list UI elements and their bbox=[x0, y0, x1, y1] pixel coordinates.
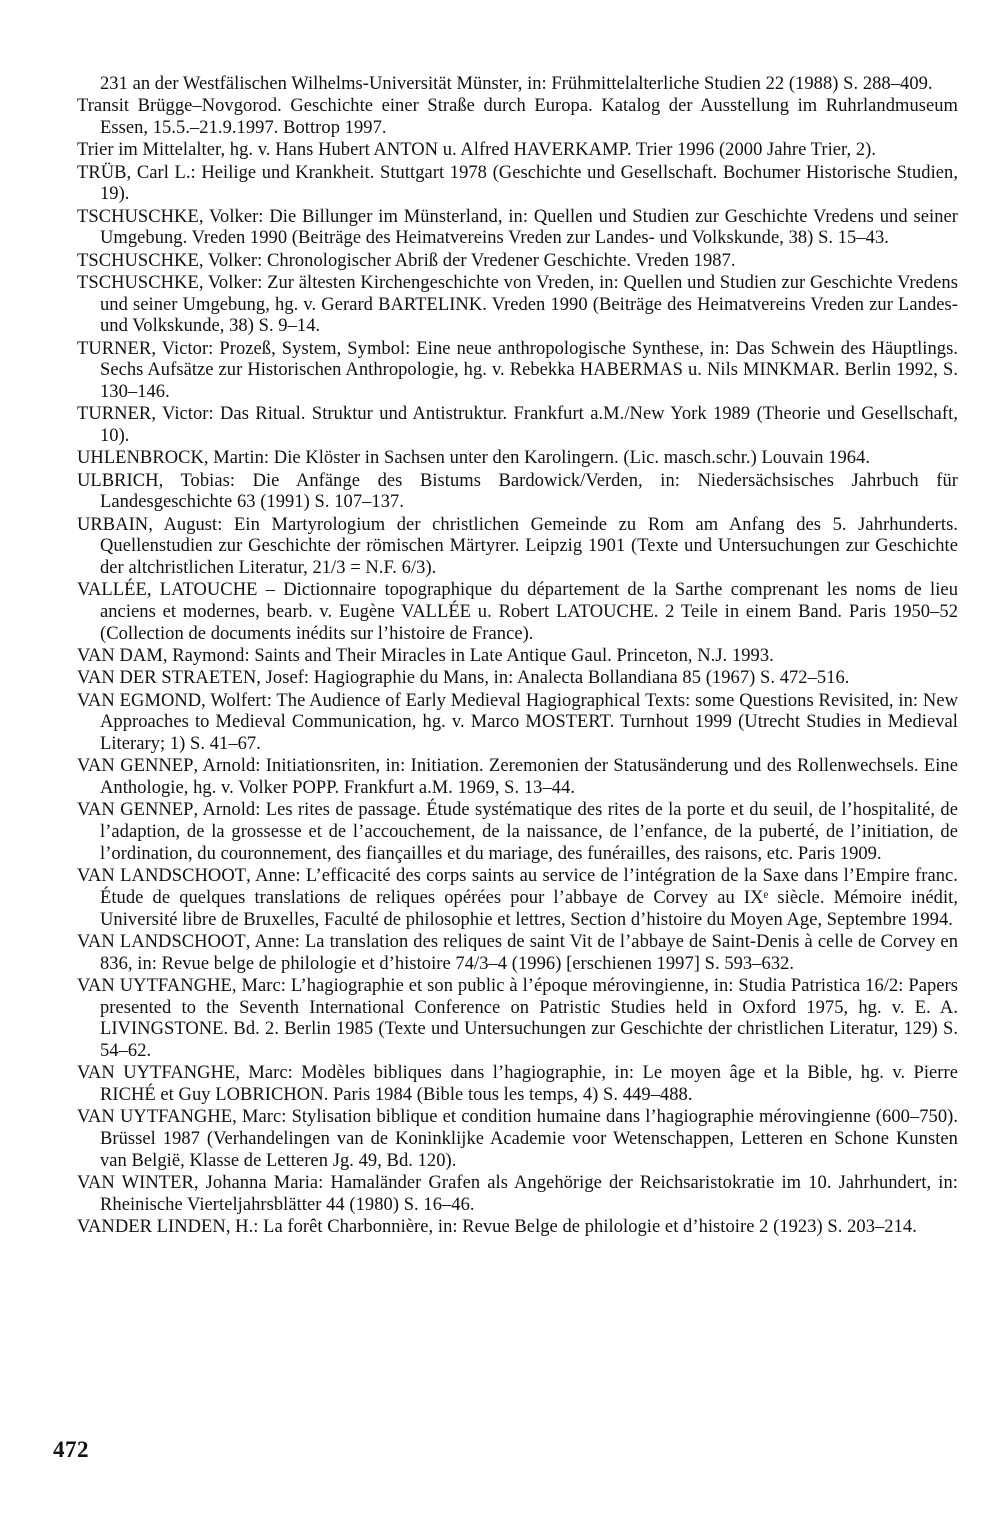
bibliography-entry bbox=[77, 800, 958, 865]
entry-author: TSCHUSCHKE bbox=[77, 206, 199, 227]
entry-text: , Raymond: Saints and Their Miracles in Late Antique Gaul. Princeton, N.J. 1993. bbox=[162, 646, 774, 666]
entry-text: , Volker: Chronologischer Abriß der Vredener Geschichte. Vreden 1987. bbox=[198, 250, 736, 271]
entry-text: , Johanna Maria: Hamaländer Grafen als Angehörige der Reichsaristokratie im 10. Jahrhundert, in: Rheinische Vierteljahrsblätter 44 (1980) S. 16–46. bbox=[100, 1173, 958, 1215]
entry-author: VAN GENNEP bbox=[77, 756, 194, 777]
entry-author: VANDER LINDEN bbox=[77, 1217, 226, 1237]
entry-text: , Volker: Die Billunger im Münsterland, in: Quellen und Studien zur Geschichte Vredens und seiner Umgebung. Vreden 1990 (Beiträge des Heimatvereins Vreden zur Landes- und Volkskunde, 38) S. 15–43. bbox=[100, 206, 958, 249]
entry-author: VAN LANDSCHOOT bbox=[77, 866, 247, 886]
entry-author: VALLÉE, LATOUCHE bbox=[77, 580, 258, 601]
bibliography-entry bbox=[77, 646, 958, 668]
bibliography-entry bbox=[77, 74, 958, 96]
bibliography-entry bbox=[77, 404, 958, 448]
bibliography-entry bbox=[77, 515, 958, 580]
entry-text: , Tobias: Die Anfänge des Bistums Bardowick/Verden, in: Niedersächsisches Jahrbuch für Landesgeschichte 63 (1991) S. 107–137. bbox=[100, 470, 958, 513]
entry-author: VAN UYTFANGHE bbox=[77, 1063, 236, 1084]
entry-text: , Victor: Das Ritual. Struktur und Antistruktur. Frankfurt a.M./New York 1989 (Theorie und Gesellschaft, 10). bbox=[100, 404, 958, 446]
entry-author: VAN LANDSCHOOT bbox=[77, 931, 246, 952]
bibliography-entry bbox=[77, 96, 958, 140]
bibliography-entry bbox=[77, 251, 958, 273]
entry-text: 231 an der Westfälischen Wilhelms-Universität Münster, in: Frühmittelalterliche Studien 22 (1988) S. 288–409. bbox=[100, 74, 933, 94]
entry-text: , August: Ein Martyrologium der christlichen Gemeinde zu Rom am Anfang des 5. Jahrhunderts. Quellenstudien zur Geschichte der römischen Märtyrer. Leipzig 1901 (Texte und Untersuchungen zur Geschichte der altchristlichen Literatur, 21/3 = N.F. 6/3). bbox=[100, 514, 958, 578]
bibliography-list bbox=[77, 74, 958, 1239]
entry-text: , Arnold: Initiationsriten, in: Initiation. Zeremonien der Statusänderung und des Rollenwechsels. Eine Anthologie, hg. v. Volker POPP. Frankfurt a.M. 1969, S. 13–44. bbox=[100, 756, 958, 798]
bibliography-entry bbox=[77, 691, 958, 756]
entry-author: VAN UYTFANGHE bbox=[77, 975, 232, 996]
entry-author: TURNER bbox=[77, 338, 152, 359]
entry-author: URBAIN bbox=[77, 514, 149, 535]
entry-text: , Marc: Modèles bibliques dans l’hagiographie, in: Le moyen âge et la Bible, hg. v. Pierre RICHÉ et Guy LOBRICHON. Paris 1984 (Bible tous les temps, 4) S. 449–488. bbox=[100, 1063, 958, 1105]
bibliography-entry bbox=[77, 140, 958, 162]
entry-author: TSCHUSCHKE bbox=[77, 250, 199, 271]
bibliography-entry bbox=[77, 866, 958, 931]
page-number: 472 bbox=[53, 1437, 89, 1462]
entry-text: , Anne: La translation des reliques de saint Vit de l’abbaye de Saint-Denis à celle de Corvey en 836, in: Revue belge de philologie et d’histoire 74/3–4 (1996) [erschienen 1997] S. 593–632. bbox=[100, 931, 958, 974]
entry-text: , Wolfert: The Audience of Early Medieval Hagiographical Texts: some Questions Revisited, in: New Approaches to Medieval Communication, hg. v. Marco MOSTERT. Turnhout 1999 (Utrecht Studies in Medieval Literary; 1) S. 41–67. bbox=[100, 690, 958, 754]
entry-author: VAN WINTER bbox=[77, 1173, 194, 1193]
entry-author: VAN GENNEP bbox=[77, 800, 194, 821]
entry-author: TRÜB bbox=[77, 162, 127, 183]
bibliography-entry bbox=[77, 339, 958, 404]
bibliography-entry bbox=[77, 668, 958, 690]
bibliography-entry bbox=[77, 1063, 958, 1107]
entry-author: VAN DAM bbox=[77, 646, 163, 666]
entry-text: , H.: La forêt Charbonnière, in: Revue Belge de philologie et d’histoire 2 (1923) S. 203–214. bbox=[225, 1217, 917, 1237]
entry-text: , Josef: Hagiographie du Mans, in: Analecta Bollandiana 85 (1967) S. 472–516. bbox=[256, 668, 850, 689]
entry-text: Transit Brügge–Novgorod. Geschichte einer Straße durch Europa. Katalog der Ausstellung im Ruhrlandmuseum Essen, 15.5.–21.9.1997. Bottrop 1997. bbox=[77, 96, 958, 138]
bibliography-entry bbox=[77, 1173, 958, 1217]
entry-text: , Victor: Prozeß, System, Symbol: Eine neue anthropologische Synthese, in: Das Schwein des Häuptlings. Sechs Aufsätze zur Historischen Anthropologie, hg. v. Rebekka HABERMAS u. Nils MINKMAR. Berlin 1992, S. 130–146. bbox=[100, 338, 958, 402]
bibliography-entry bbox=[77, 756, 958, 800]
entry-text: , Marc: Stylisation biblique et condition humaine dans l’hagiographie mérovingienne (600–750). Brüssel 1987 (Verhandelingen van de Koninklijke Academie voor Wetenschappen, Letteren en Schone Kunsten van België, Klasse de Letteren Jg. 49, Bd. 120). bbox=[100, 1107, 959, 1171]
entry-text: , Anne: L’efficacité des corps saints au service de l’intégration de la Saxe dans l’Empire franc. Étude de quelques translations de reliques opérées pour l’abbaye de Corvey au IXᵉ siècle. Mémoire inédit, Université libre de Bruxelles, Faculté de philosophie et lettres, Section d’histoire du Moyen Age, Septembre 1994. bbox=[100, 866, 958, 930]
entry-author: TURNER bbox=[77, 404, 152, 425]
bibliography-entry bbox=[77, 932, 958, 976]
bibliography-entry bbox=[77, 207, 958, 251]
entry-text: , Arnold: Les rites de passage. Étude systématique des rites de la porte et du seuil, de l’hospitalité, de l’adaption, de la grossesse et de l’accouchement, de la naissance, de l’enfance, de la puberté, de l’initiation, de l’ordination, du couronnement, des fiançailles et du mariage, des funérailles, des raisons, etc. Paris 1909. bbox=[100, 800, 958, 864]
entry-author: UHLENBROCK bbox=[77, 448, 204, 469]
entry-text: Trier im Mittelalter, hg. v. Hans Hubert ANTON u. Alfred HAVERKAMP. Trier 1996 (2000 Jahre Trier, 2). bbox=[77, 140, 877, 161]
entry-text: , Volker: Zur ältesten Kirchengeschichte von Vreden, in: Quellen und Studien zur Geschichte Vredens und seiner Umgebung, hg. v. Gerard BARTELINK. Vreden 1990 (Beiträge des Heimatvereins Vreden zur Landes- und Volkskunde, 38) S. 9–14. bbox=[100, 272, 958, 337]
bibliography-entry bbox=[77, 163, 958, 207]
entry-text: , Carl L.: Heilige und Krankheit. Stuttgart 1978 (Geschichte und Gesellschaft. Bochumer Historische Studien, 19). bbox=[100, 162, 958, 205]
entry-author: ULBRICH bbox=[77, 470, 159, 491]
bibliography-entry bbox=[77, 1107, 958, 1172]
bibliography-entry bbox=[77, 471, 958, 515]
entry-text: , Marc: L’hagiographie et son public à l’époque mérovingienne, in: Studia Patristica 16/2: Papers presented to the Seventh International Conference on Patristic Studies held in Oxford 1975, hg. v. E. A. LIVINGSTONE. Bd. 2. Berlin 1985 (Texte und Untersuchungen zur Geschichte der christlichen Literatur, 129) S. 54–62. bbox=[100, 975, 958, 1061]
bibliography-entry bbox=[77, 273, 958, 338]
bibliography-entry bbox=[77, 580, 958, 645]
entry-author: VAN DER STRAETEN bbox=[77, 668, 257, 689]
bibliography-entry bbox=[77, 448, 958, 470]
entry-text: , Martin: Die Klöster in Sachsen unter den Karolingern. (Lic. masch.schr.) Louvain 1964. bbox=[203, 448, 871, 469]
entry-author: VAN EGMOND bbox=[77, 690, 202, 711]
bibliography-entry bbox=[77, 1217, 958, 1239]
entry-author: TSCHUSCHKE bbox=[77, 272, 199, 293]
entry-author: VAN UYTFANGHE bbox=[77, 1107, 233, 1128]
entry-text: – Dictionnaire topographique du département de la Sarthe comprenant les noms de lieu anciens et modernes, bearb. v. Eugène VALLÉE u. Robert LATOUCHE. 2 Teile in einem Band. Paris 1950–52 (Collection de documents inédits sur l’histoire de France). bbox=[100, 580, 958, 644]
bibliography-entry bbox=[77, 976, 958, 1063]
